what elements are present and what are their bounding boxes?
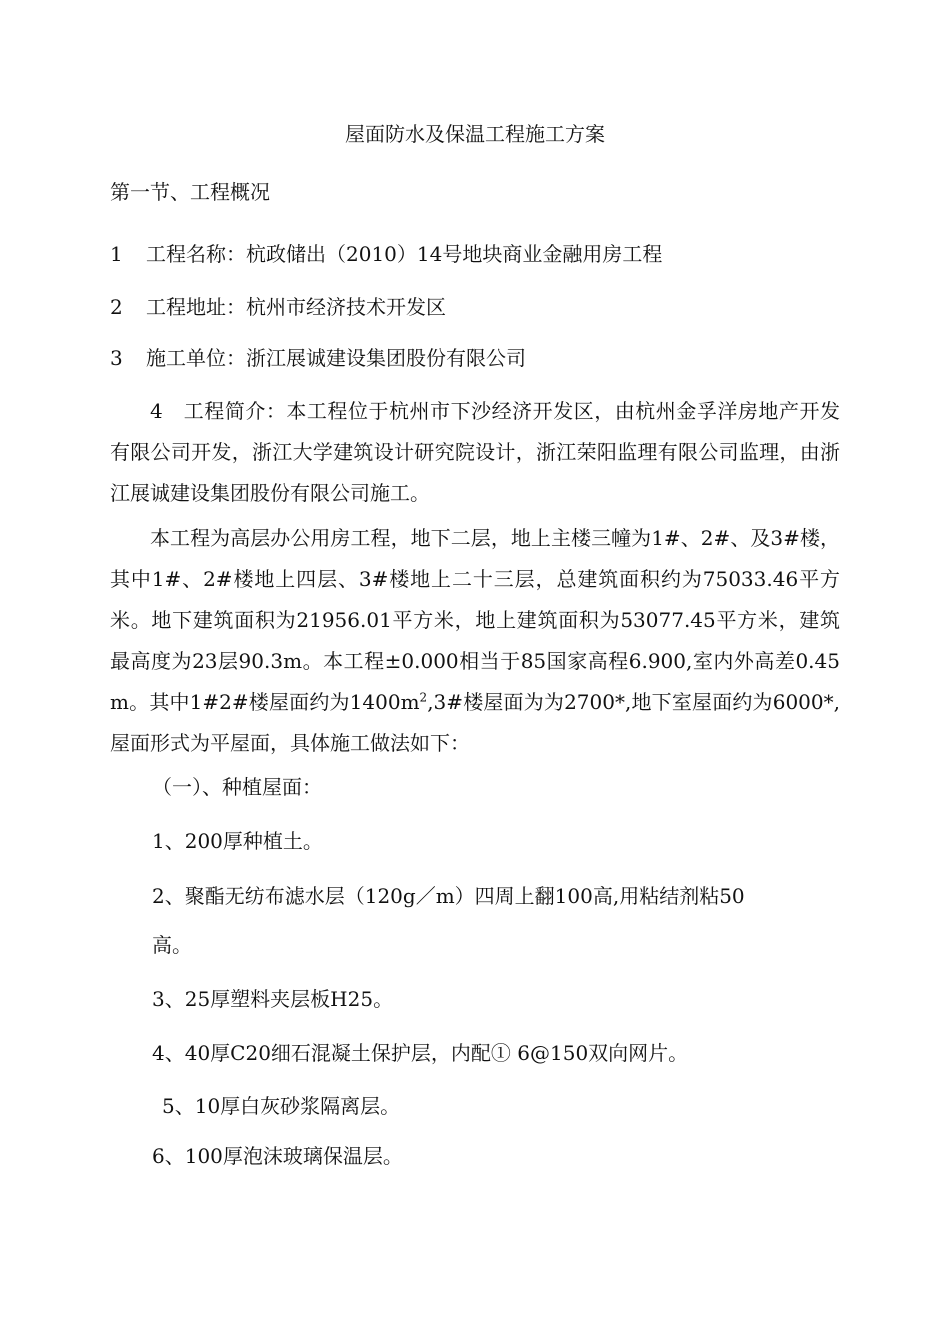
section-heading: 第一节、工程概况 [110, 180, 270, 204]
overview-text-part2: ,3#楼屋面为为2700*,地下室屋面约为6000*,屋面形式为平屋面，具体施工做法如下： [110, 690, 840, 755]
step-6: 6、100厚泡沫玻璃保温层。 [152, 1144, 403, 1168]
document-title: 屋面防水及保温工程施工方案 [345, 122, 605, 146]
subsection-heading: （一）、种植屋面： [152, 775, 322, 799]
item-project-address [110, 295, 446, 319]
item-text: 工程名称：杭政储出（2010）14号地块商业金融用房工程 [146, 242, 663, 266]
item-text: 工程地址：杭州市经济技术开发区 [146, 295, 446, 319]
item-number: 1 [110, 242, 123, 266]
step-2: 2、聚酯无纺布滤水层（120g／m）四周上翻100高,用粘结剂粘50 [152, 884, 745, 908]
item-number: 2 [110, 295, 123, 319]
overview-paragraph [110, 518, 840, 764]
superscript: 2 [419, 690, 428, 705]
overview-text-part1: 本工程为高层办公用房工程，地下二层，地上主楼三幢为1#、2#、及3#楼，其中1#、2#楼地上四层、3#楼地上二十三层，总建筑面积约为75033.46平方米。地下建筑面积为21956.01平方米，地上建筑面积为53077.45平方米，建筑最高度为23层90.3m。本工程±0.000相当于85国家高程6.900,室内外高差0.45m。其中1#2#楼屋面约为1400m [110, 526, 840, 714]
step-2-continued: 高。 [152, 933, 192, 957]
intro-paragraph: 4 工程简介：本工程位于杭州市下沙经济开发区，由杭州金孚洋房地产开发有限公司开发，浙江大学建筑设计研究院设计，浙江荣阳监理有限公司监理，由浙江展诚建设集团股份有限公司施工。 [110, 399, 840, 505]
step-5: 5、10厚白灰砂浆隔离层。 [162, 1094, 401, 1118]
step-1: 1、200厚种植土。 [152, 829, 323, 853]
item-project-name [110, 242, 662, 266]
item-number: 3 [110, 346, 123, 370]
item-contractor [110, 346, 526, 370]
step-3: 3、25厚塑料夹层板H25。 [152, 987, 394, 1011]
step-4: 4、40厚C20细石混凝土保护层，内配① 6@150双向网片。 [152, 1041, 689, 1065]
item-text: 施工单位：浙江展诚建设集团股份有限公司 [146, 346, 526, 370]
